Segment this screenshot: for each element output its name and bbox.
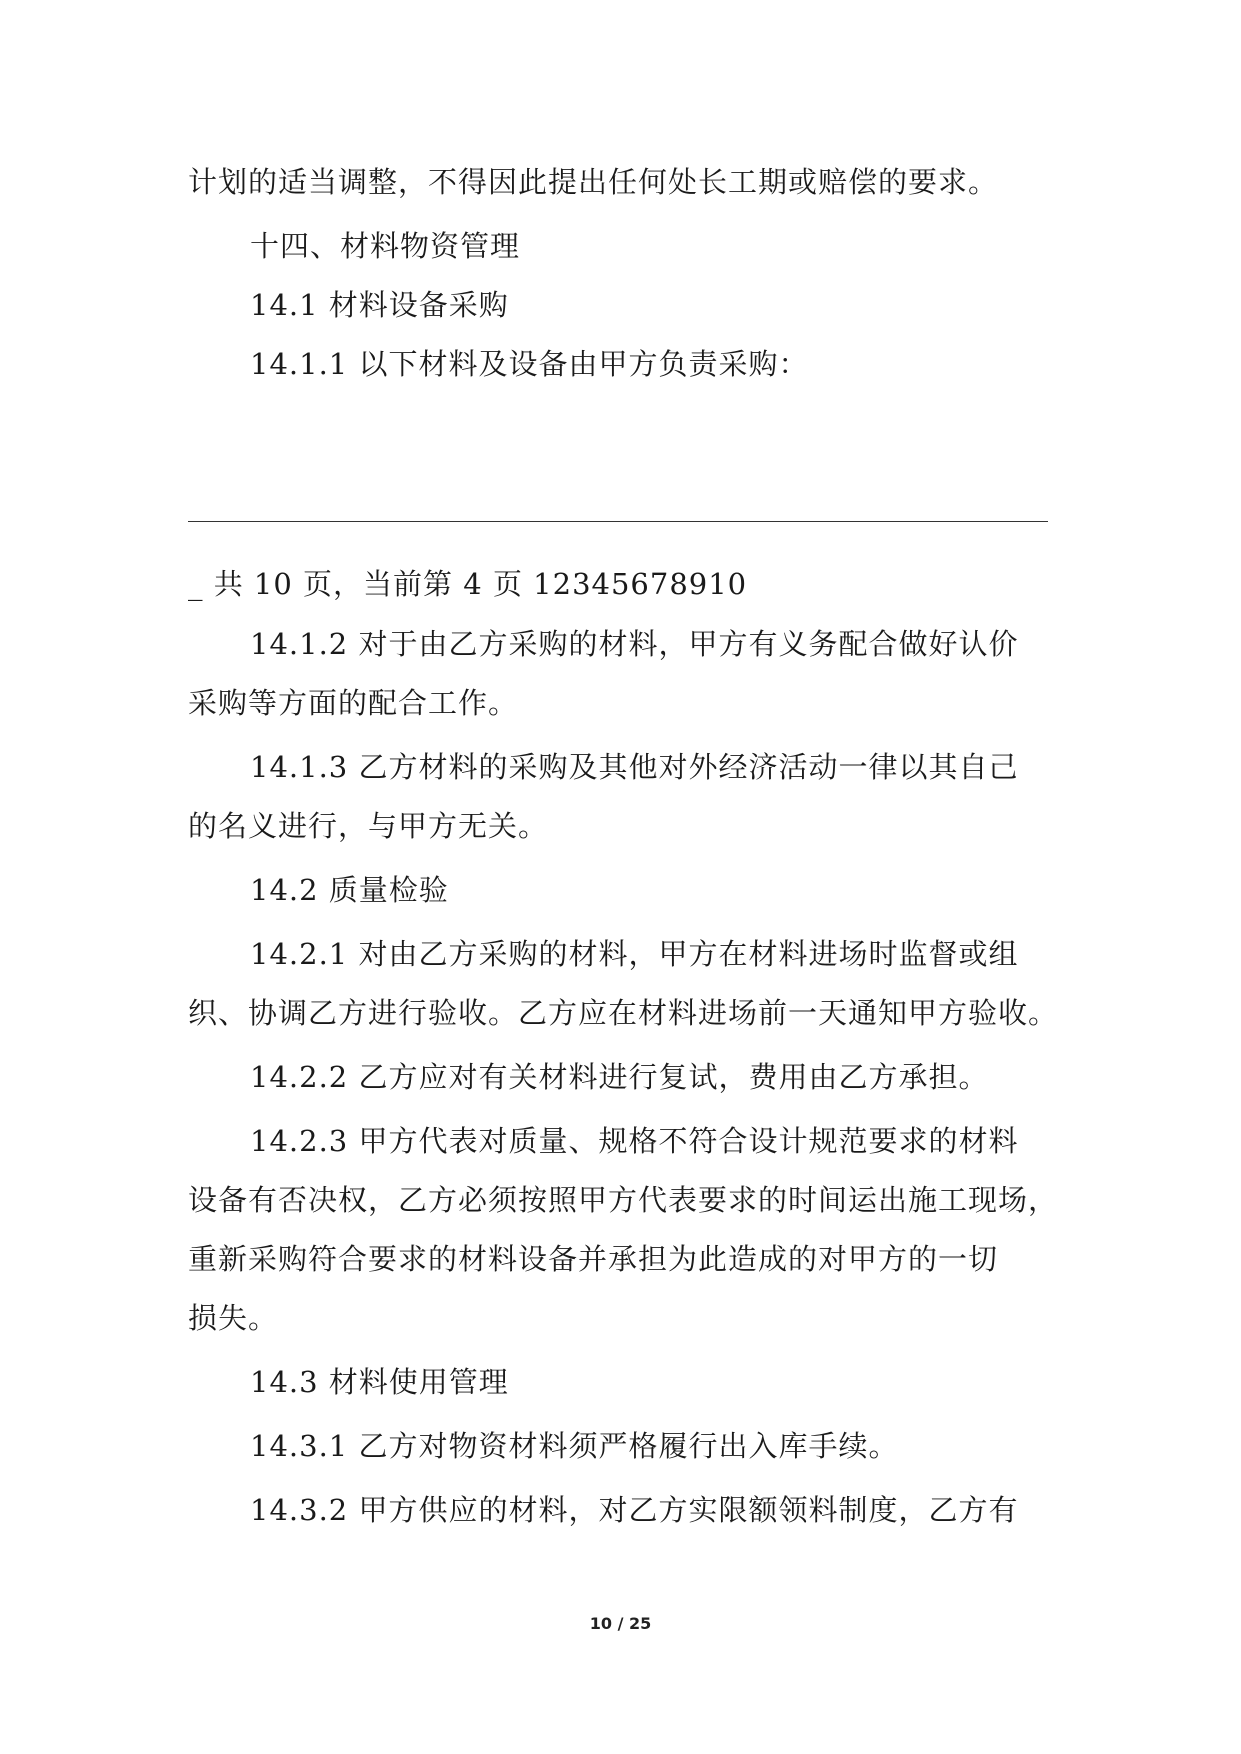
paragraph-line: 的名义进行，与甲方无关。 <box>188 809 549 843</box>
paragraph-line: 14.1.1 以下材料及设备由甲方负责采购： <box>250 347 809 381</box>
horizontal-rule <box>188 521 1048 522</box>
paragraph-line: 设备有否决权，乙方必须按照甲方代表要求的时间运出施工现场， <box>188 1183 1059 1217</box>
paragraph-line: 14.2.2 乙方应对有关材料进行复试，费用由乙方承担。 <box>250 1060 989 1094</box>
paragraph-line: 计划的适当调整，不得因此提出任何处长工期或赔偿的要求。 <box>188 165 999 199</box>
paragraph-line: 织、协调乙方进行验收。乙方应在材料进场前一天通知甲方验收。 <box>188 996 1059 1030</box>
paragraph-line: 采购等方面的配合工作。 <box>188 686 519 720</box>
paragraph-line: 14.2.1 对由乙方采购的材料，甲方在材料进场时监督或组 <box>250 937 1019 971</box>
paragraph-line: 14.1.3 乙方材料的采购及其他对外经济活动一律以其自己 <box>250 750 1019 784</box>
page-info-line: _ 共 10 页，当前第 4 页 12345678910 <box>188 567 748 601</box>
page-number: 10 / 25 <box>589 1614 652 1633</box>
paragraph-line: 14.2.3 甲方代表对质量、规格不符合设计规范要求的材料 <box>250 1124 1019 1158</box>
section-heading: 十四、材料物资管理 <box>250 229 521 263</box>
paragraph-line: 14.3.1 乙方对物资材料须严格履行出入库手续。 <box>250 1429 899 1463</box>
subsection-heading: 14.1 材料设备采购 <box>250 288 509 322</box>
paragraph-line: 损失。 <box>188 1301 279 1335</box>
paragraph-line: 14.1.2 对于由乙方采购的材料，甲方有义务配合做好认价 <box>250 627 1019 661</box>
subsection-heading: 14.3 材料使用管理 <box>250 1365 509 1399</box>
paragraph-line: 14.3.2 甲方供应的材料，对乙方实限额领料制度，乙方有 <box>250 1493 1019 1527</box>
subsection-heading: 14.2 质量检验 <box>250 873 449 907</box>
paragraph-line: 重新采购符合要求的材料设备并承担为此造成的对甲方的一切 <box>188 1242 999 1276</box>
